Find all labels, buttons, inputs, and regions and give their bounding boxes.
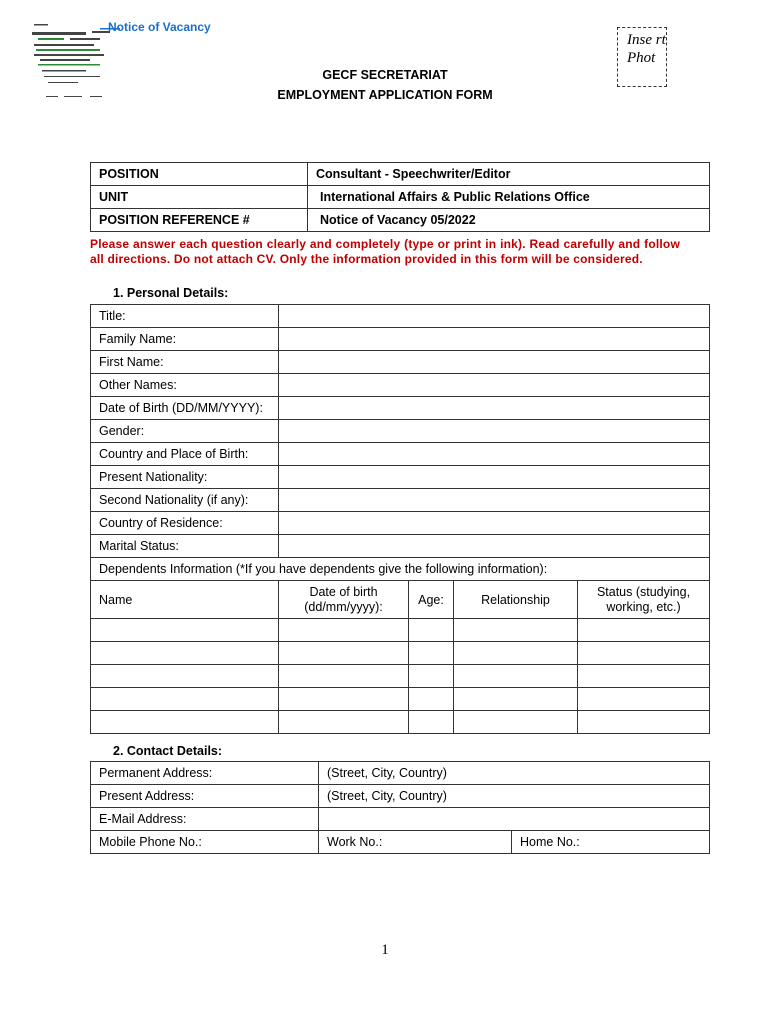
instructions-text: Please answer each question clearly and completely (type or print in ink). Read carefully and follow all directions. Do not attach CV. Only the information provided in this form will be considered. <box>90 237 680 266</box>
dependent-cell[interactable] <box>409 665 454 688</box>
field-label: Permanent Address: <box>91 762 319 785</box>
table-row <box>91 351 710 374</box>
table-row <box>91 558 710 581</box>
dependent-cell[interactable] <box>578 688 710 711</box>
notice-of-vacancy-link[interactable]: Notice of Vacancy <box>108 20 211 34</box>
reference-value: Notice of Vacancy 05/2022 <box>308 209 710 232</box>
table-row <box>91 665 710 688</box>
first-name-input[interactable] <box>279 351 710 374</box>
field-label: Present Nationality: <box>91 466 279 489</box>
dependents-header-row <box>91 581 710 619</box>
personal-details-table <box>90 304 710 734</box>
dependent-cell[interactable] <box>409 711 454 734</box>
other-names-input[interactable] <box>279 374 710 397</box>
field-label: Other Names: <box>91 374 279 397</box>
position-table <box>90 162 710 232</box>
dependents-header: Age: <box>409 581 454 619</box>
table-row <box>91 762 710 785</box>
table-row <box>91 642 710 665</box>
dependent-cell[interactable] <box>578 665 710 688</box>
present-address-input[interactable]: (Street, City, Country) <box>319 785 710 808</box>
marital-status-input[interactable] <box>279 535 710 558</box>
permanent-address-input[interactable]: (Street, City, Country) <box>319 762 710 785</box>
email-input[interactable] <box>319 808 710 831</box>
table-row <box>91 688 710 711</box>
dependent-cell[interactable] <box>454 665 578 688</box>
dependent-cell[interactable] <box>279 619 409 642</box>
table-row <box>91 785 710 808</box>
nationality-input[interactable] <box>279 466 710 489</box>
dependents-header: Relationship <box>454 581 578 619</box>
birthplace-input[interactable] <box>279 443 710 466</box>
home-phone-field[interactable]: Home No.: <box>512 831 710 854</box>
table-row <box>91 209 710 232</box>
dependent-cell[interactable] <box>454 642 578 665</box>
dependent-cell[interactable] <box>409 688 454 711</box>
field-label: Date of Birth (DD/MM/YYYY): <box>91 397 279 420</box>
dependent-cell[interactable] <box>578 642 710 665</box>
dependent-cell[interactable] <box>454 711 578 734</box>
dependent-cell[interactable] <box>91 711 279 734</box>
dependent-cell[interactable] <box>578 711 710 734</box>
position-value: Consultant - Speechwriter/Editor <box>308 163 710 186</box>
table-row <box>91 466 710 489</box>
dependent-cell[interactable] <box>454 688 578 711</box>
work-phone-field[interactable]: Work No.: <box>319 831 512 854</box>
dependents-info-label: Dependents Information (*If you have dependents give the following information): <box>91 558 710 581</box>
field-label: Present Address: <box>91 785 319 808</box>
gender-input[interactable] <box>279 420 710 443</box>
dependent-cell[interactable] <box>279 688 409 711</box>
date-of-birth-input[interactable] <box>279 397 710 420</box>
page-number: 1 <box>381 942 389 958</box>
dependent-cell[interactable] <box>91 688 279 711</box>
personal-details-heading: 1. Personal Details: <box>113 286 229 300</box>
contact-details-table <box>90 761 710 854</box>
field-label: E-Mail Address: <box>91 808 319 831</box>
mobile-phone-field[interactable]: Mobile Phone No.: <box>91 831 319 854</box>
table-row <box>91 512 710 535</box>
dependent-cell[interactable] <box>279 642 409 665</box>
unit-label: UNIT <box>91 186 308 209</box>
dependent-cell[interactable] <box>409 642 454 665</box>
family-name-input[interactable] <box>279 328 710 351</box>
dependent-cell[interactable] <box>91 642 279 665</box>
unit-value: International Affairs & Public Relations Office <box>308 186 710 209</box>
table-row <box>91 163 710 186</box>
field-label: Family Name: <box>91 328 279 351</box>
dependent-cell[interactable] <box>578 619 710 642</box>
contact-details-heading: 2. Contact Details: <box>113 744 223 758</box>
table-row <box>91 397 710 420</box>
field-label: Country and Place of Birth: <box>91 443 279 466</box>
table-row <box>91 831 710 854</box>
reference-label: POSITION REFERENCE # <box>91 209 308 232</box>
dependent-cell[interactable] <box>91 665 279 688</box>
table-row <box>91 535 710 558</box>
table-row <box>91 808 710 831</box>
field-label: Country of Residence: <box>91 512 279 535</box>
dependents-header: Name <box>91 581 279 619</box>
form-org-title: GECF SECRETARIAT <box>322 68 448 82</box>
dependent-cell[interactable] <box>454 619 578 642</box>
field-label: First Name: <box>91 351 279 374</box>
field-label: Title: <box>91 305 279 328</box>
dependent-cell[interactable] <box>279 665 409 688</box>
table-row <box>91 619 710 642</box>
form-title: EMPLOYMENT APPLICATION FORM <box>277 88 493 102</box>
field-label: Second Nationality (if any): <box>91 489 279 512</box>
table-row <box>91 328 710 351</box>
dependent-cell[interactable] <box>91 619 279 642</box>
photo-placeholder[interactable]: Inse rt Phot <box>617 27 667 87</box>
table-row <box>91 305 710 328</box>
field-label: Gender: <box>91 420 279 443</box>
title-input[interactable] <box>279 305 710 328</box>
field-label: Marital Status: <box>91 535 279 558</box>
dependent-cell[interactable] <box>409 619 454 642</box>
residence-input[interactable] <box>279 512 710 535</box>
table-row <box>91 374 710 397</box>
table-row <box>91 186 710 209</box>
position-label: POSITION <box>91 163 308 186</box>
dependents-header: Status (studying, working, etc.) <box>578 581 710 619</box>
dependents-header: Date of birth (dd/mm/yyyy): <box>279 581 409 619</box>
table-row <box>91 711 710 734</box>
table-row <box>91 443 710 466</box>
second-nationality-input[interactable] <box>279 489 710 512</box>
table-row <box>91 420 710 443</box>
dependent-cell[interactable] <box>279 711 409 734</box>
table-row <box>91 489 710 512</box>
